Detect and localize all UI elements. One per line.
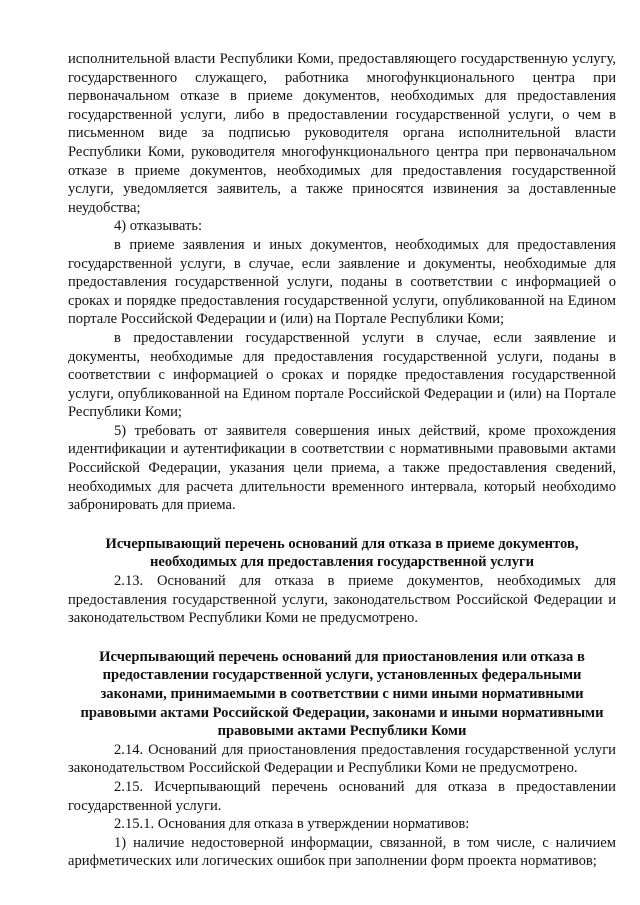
paragraph-item-4: 4) отказывать: — [114, 218, 203, 235]
paragraph-2-15: 2.15. Исчерпывающий перечень оснований для отказа в предоставлении государственной услуги. — [68, 778, 616, 814]
section-heading-refusal-acceptance: Исчерпывающий перечень оснований для отказа в приеме документов, необходимых для предоставления государственной услуги — [105, 535, 579, 571]
paragraph-refuse-provision: в предоставлении государственной услуги в случае, если заявление и документы, необходимые для предоставления государственной услуги, поданы в соответствии с информацией о сроках и порядке предоставления государственной услуги, опубликованной на Едином портале Российской Федерации и (или) на Портале Республики Коми; — [68, 329, 616, 421]
paragraph-item-5: 5) требовать от заявителя совершения иных действий, кроме прохождения идентификации и аутентификации в соответствии с нормативными правовыми актами Российской Федерации, указания цели приема, а также предоставления сведений, необходимых для расчета длительности временного интервала, который необходимо забронировать для приема. — [68, 422, 616, 514]
paragraph-2-15-1: 2.15.1. Основания для отказа в утверждении нормативов: — [114, 816, 470, 833]
section-heading-suspension-refusal: Исчерпывающий перечень оснований для приостановления или отказа в предоставлении государственной услуги, установленных федеральными законами, принимаемыми в соответствии с ними иными нормативными правовыми актами Российской Федерации, законами и иными нормативными правовыми актами Республики Коми — [80, 648, 604, 740]
paragraph-item-1: 1) наличие недостоверной информации, связанной, в том числе, с наличием арифметических или логических ошибок при заполнении форм проекта нормативов; — [68, 834, 616, 870]
paragraph-2-13: 2.13. Оснований для отказа в приеме документов, необходимых для предоставления государственной услуги, законодательством Российской Федерации и законодательством Республики Коми не предусмотрено. — [68, 573, 616, 627]
paragraph-refuse-acceptance: в приеме заявления и иных документов, необходимых для предоставления государственной услуги, в случае, если заявление и документы, необходимые для предоставления государственной услуги, поданы в соответствии с информацией о сроках и порядке предоставления государственной услуги, опубликованной на Едином портале Российской Федерации и (или) на Портале Республики Коми; — [68, 236, 616, 328]
paragraph-continuation: исполнительной власти Республики Коми, предоставляющего государственную услугу, государственного служащего, работника многофункционального центра при первоначальном отказе в приеме документов, необходимых для предоставления государственной услуги, либо в предоставлении государственной услуги, о чем в письменном виде за подписью руководителя органа исполнительной власти Республики Коми, руководителя многофункционального центра при первоначальном отказе в приеме документов, необходимых для предоставления государственной услуги, уведомляется заявитель, а также приносятся извинения за доставленные неудобства; — [68, 51, 616, 216]
paragraph-2-14: 2.14. Оснований для приостановления предоставления государственной услуги законодательством Российской Федерации и Республики Коми не предусмотрено. — [68, 741, 616, 777]
